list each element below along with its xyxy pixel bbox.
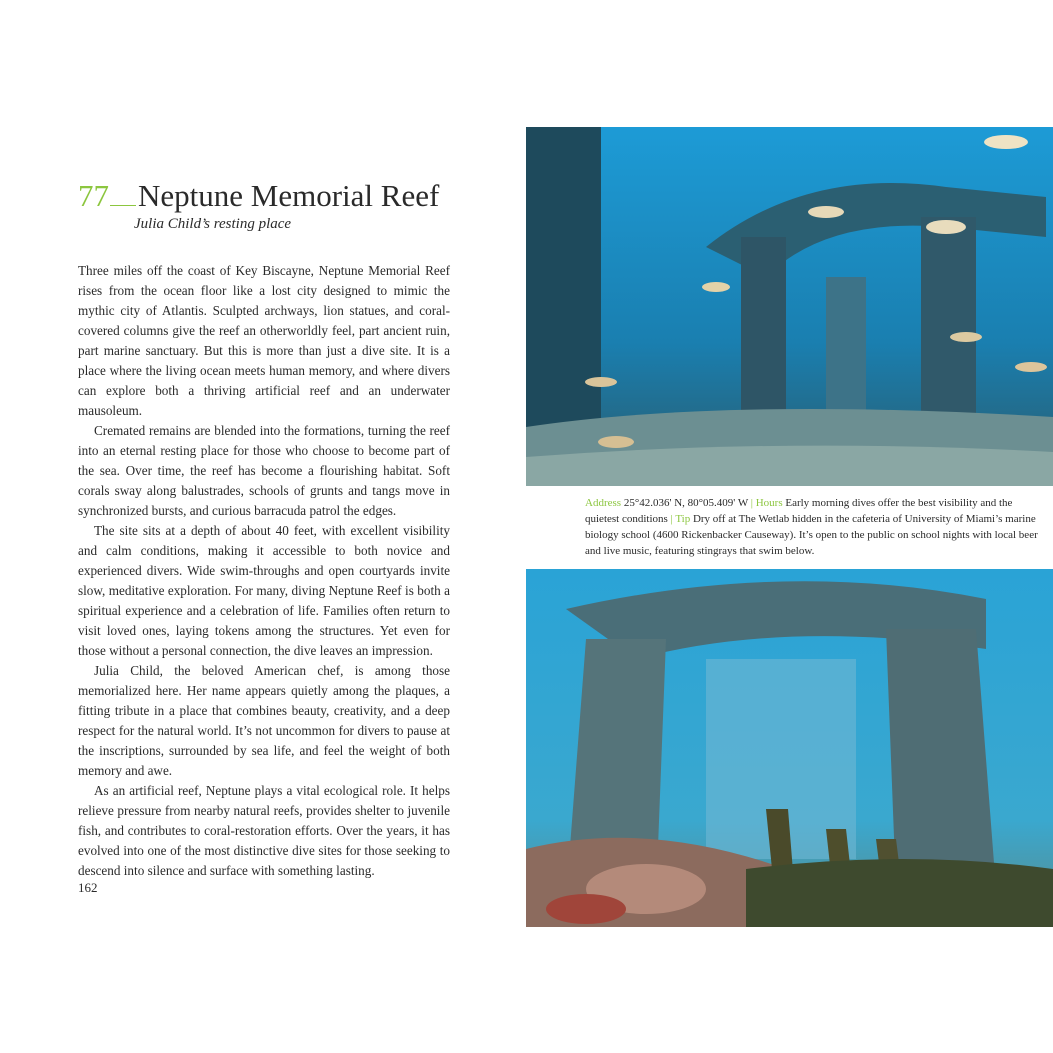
paragraph: Three miles off the coast of Key Biscayne, Neptune Memorial Reef rises from the ocean floor like a lost city designed to mimic the mythic city of Atlantis. Sculpted archways, lion statues, and coral-covered columns give the reef an otherworldly feel, part ancient ruin, part marine sanctuary. But this is more than just a dive site. It is a place where the living ocean meets human memory, and where divers can explore both a thriving artificial reef and an underwater mausoleum. (78, 263, 450, 418)
right-page (526, 0, 1053, 1053)
paragraph: As an artificial reef, Neptune plays a vital ecological role. It helps relieve pressure from nearby natural reefs, provides shelter to juvenile fish, and contributes to coral-restoration efforts. Over the years, it has evolved into one of the most distinctive dive sites for those seeking to descend into silence and surface with something lasting. (78, 783, 450, 878)
address-label: Address (585, 497, 622, 509)
tip-label: Tip (675, 513, 691, 525)
chapter-subtitle: Julia Child’s resting place (134, 216, 292, 232)
body-text (78, 261, 450, 881)
address-value: 25°42.036' N, 80°05.409' W (623, 497, 749, 509)
hours-label: Hours (755, 497, 783, 509)
paragraph: Julia Child, the beloved American chef, is among those memorialized here. Her name appears quietly among the plaques, a fitting tribute in a place that combines beauty, creativity, and a deep respect for the natural world. It’s not uncommon for divers to pause at the inscriptions, surrounded by sea life, and feel the weight of both memory and awe. (78, 663, 450, 778)
chapter-number: 77 (78, 178, 109, 213)
paragraph: The site sits at a depth of about 40 feet, with excellent visibility and calm conditions, making it accessible to both novice and experienced divers. Wide swim-throughs and open courtyards invite slow, meditative exploration. For many, diving Neptune Reef is both a spiritual experience and a celebration of life. Families often return to visit loved ones, laying tokens among the structures. Yet even for those without a personal connection, the dive leaves an impression. (78, 523, 450, 658)
title-rule (110, 205, 136, 206)
reef-photo-columns (526, 569, 1053, 927)
left-page (0, 0, 526, 1053)
caption-separator: | (670, 513, 673, 525)
page-number: 162 (78, 880, 98, 895)
chapter-title: Neptune Memorial Reef (138, 178, 440, 213)
chapter-heading (78, 178, 439, 214)
tip-value: Dry off at The Wetlab hidden in the cafeteria of University of Miami’s marine biology school (4600 Rickenbacker Causeway). It’s open to the public on school nights with local beer and live music, featuring stingrays that swim below. (585, 513, 1038, 557)
paragraph: Cremated remains are blended into the formations, turning the reef into an eternal resting place for those who choose to become part of the sea. Over time, the reef has become a flourishing habitat. Soft corals sway along balustrades, schools of grunts and tangs move in synchronized bursts, and curious barracuda patrol the edges. (78, 423, 450, 518)
photo-caption (585, 495, 1045, 559)
hours-value: Early morning dives offer the best visibility and the quietest conditions (585, 497, 1013, 525)
caption-separator: | (750, 497, 753, 509)
reef-photo-arches (526, 127, 1053, 486)
